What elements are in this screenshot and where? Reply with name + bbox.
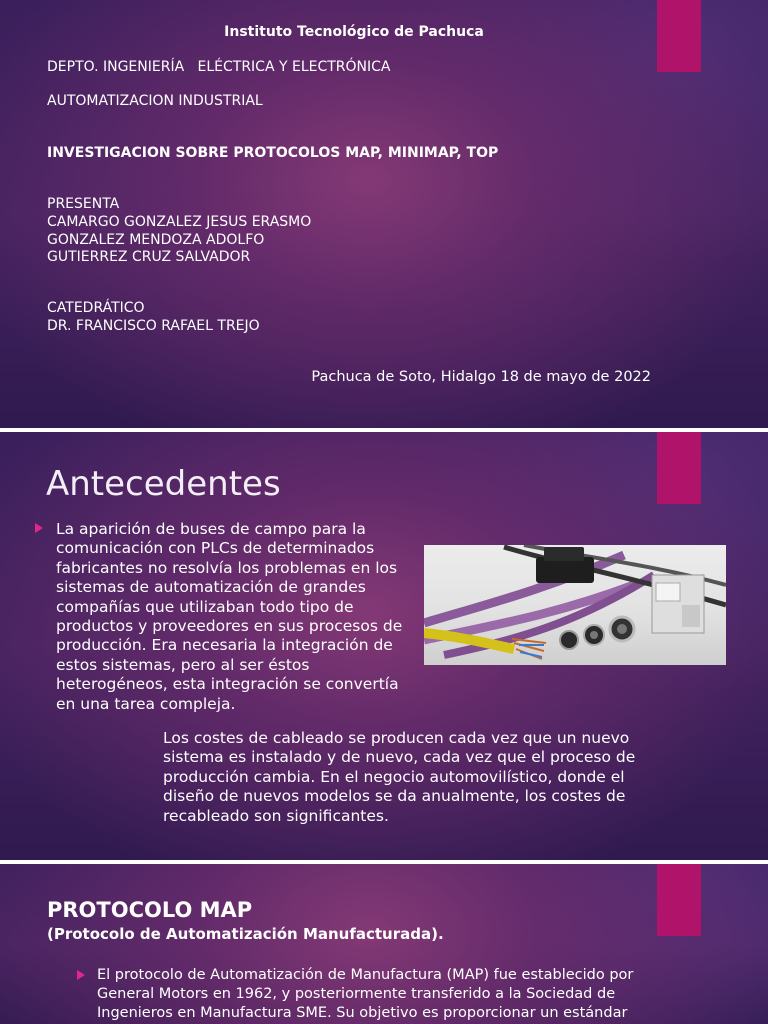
accent-bar <box>657 432 701 504</box>
professor-label: CATEDRÁTICO <box>47 300 145 316</box>
text-line: Ingenieros en Manufactura SME. Su objetivo es proporcionar un estándar <box>97 1005 628 1021</box>
slide-title: Antecedentes <box>46 464 281 504</box>
text-line: estos sistemas, pero al ser éstos <box>56 655 310 674</box>
map-protocol-slide <box>0 864 768 1024</box>
topic: INVESTIGACION SOBRE PROTOCOLOS MAP, MINIMAP, TOP <box>47 145 499 161</box>
accent-bar <box>657 864 701 936</box>
text-line: sistemas de automatización de grandes <box>56 578 366 597</box>
text-line: Los costes de cableado se producen cada vez que un nuevo <box>163 729 630 747</box>
text-line: recableado son significantes. <box>163 806 389 825</box>
text-line: comunicación con PLCs de determinados <box>56 539 375 558</box>
bullet-arrow-icon <box>77 970 85 980</box>
text-line: El protocolo de Automatización de Manufactura (MAP) fue establecido por <box>97 967 634 983</box>
department: DEPTO. INGENIERÍA ELÉCTRICA Y ELECTRÓNICA <box>47 59 391 75</box>
institute-name: Instituto Tecnológico de Pachuca <box>224 24 484 40</box>
text-line: General Motors en 1962, y posteriormente transferido a la Sociedad de <box>97 986 616 1002</box>
slide-subtitle: (Protocolo de Automatización Manufacturada). <box>47 925 444 943</box>
author: GONZALEZ MENDOZA ADOLFO <box>47 232 265 248</box>
text-line: en una tarea compleja. <box>56 694 236 713</box>
text-line: diseño de nuevos modelos se da anualmente, los costes de <box>163 787 626 806</box>
text-line: fabricantes no resolvía los problemas en los <box>56 558 398 577</box>
author: GUTIERREZ CRUZ SALVADOR <box>47 249 251 265</box>
place-date: Pachuca de Soto, Hidalgo 18 de mayo de 2022 <box>311 369 651 385</box>
background-slide <box>0 432 768 860</box>
text-line: sistema es instalado y de nuevo, cada vez que el proceso de <box>163 748 636 767</box>
text-line: heterogéneos, esta integración se convertía <box>56 675 399 694</box>
professor-name: DR. FRANCISCO RAFAEL TREJO <box>47 318 260 334</box>
title-slide <box>0 0 768 428</box>
text-line: compañías que utilizaban todo tipo de <box>56 597 354 616</box>
fieldbus-cables-photo <box>424 545 726 665</box>
slide-title: PROTOCOLO MAP <box>47 898 253 922</box>
text-line: La aparición de buses de campo para la <box>56 520 366 538</box>
bullet-arrow-icon <box>35 523 43 533</box>
text-line: producción. Era necesaria la integración de <box>56 636 393 655</box>
author: CAMARGO GONZALEZ JESUS ERASMO <box>47 214 312 230</box>
text-line: producción cambia. En el negocio automovilístico, donde el <box>163 767 625 786</box>
subject: AUTOMATIZACION INDUSTRIAL <box>47 93 263 109</box>
presents-label: PRESENTA <box>47 196 120 212</box>
text-line: productos y proveedores en sus procesos de <box>56 617 403 635</box>
